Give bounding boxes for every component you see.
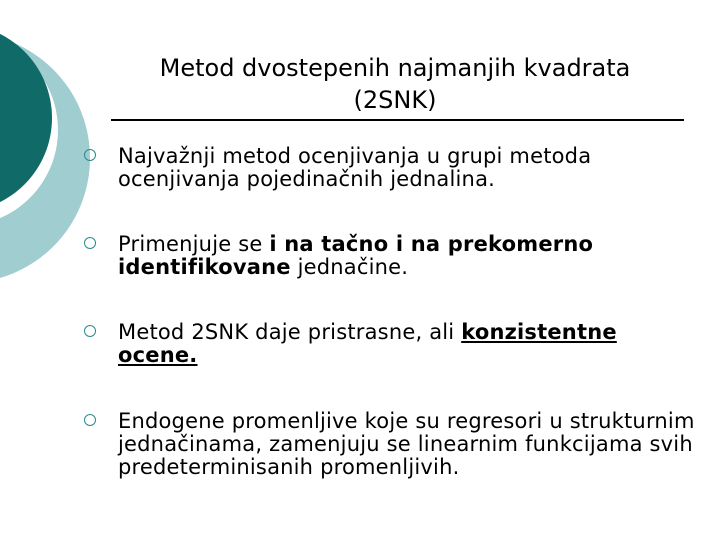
slide-title — [100, 52, 690, 116]
title-underline — [111, 119, 684, 121]
decorative-circles — [0, 0, 90, 300]
bullet-text-1 — [118, 145, 698, 191]
bullet-text-3 — [118, 321, 698, 367]
bullet-2-bold-text: i na tačno i na prekomerno identifikovane — [118, 232, 594, 279]
bullet-3-emphasis-text: konzistentne ocene. — [118, 320, 617, 367]
bullet-4-text: Endogene promenljive koje su regresori u strukturnim jednačinama, zamenjuju se linearnim funkcijama svih predeterminisanih promenljivih. — [118, 409, 695, 479]
bullet-text-4 — [118, 410, 698, 479]
hollow-circle-bullet-icon — [84, 325, 96, 337]
bullet-1-text: Najvažnji metod ocenjivanja u grupi metoda ocenjivanja pojedinačnih jednalina. — [118, 144, 592, 191]
hollow-circle-bullet-icon — [84, 237, 96, 249]
bullet-2-post-text: jednačine. — [290, 255, 409, 279]
bullet-2-pre-text: Primenjuje se — [118, 232, 270, 256]
slide-title-line1: Metod dvostepenih najmanjih kvadrata — [159, 54, 631, 82]
hollow-circle-bullet-icon — [84, 149, 96, 161]
hollow-circle-bullet-icon — [84, 414, 96, 426]
slide-title-line2: (2SNK) — [353, 86, 437, 114]
bullet-text-2 — [118, 233, 698, 279]
bullet-3-pre-text: Metod 2SNK daje pristrasne, ali — [118, 320, 462, 344]
